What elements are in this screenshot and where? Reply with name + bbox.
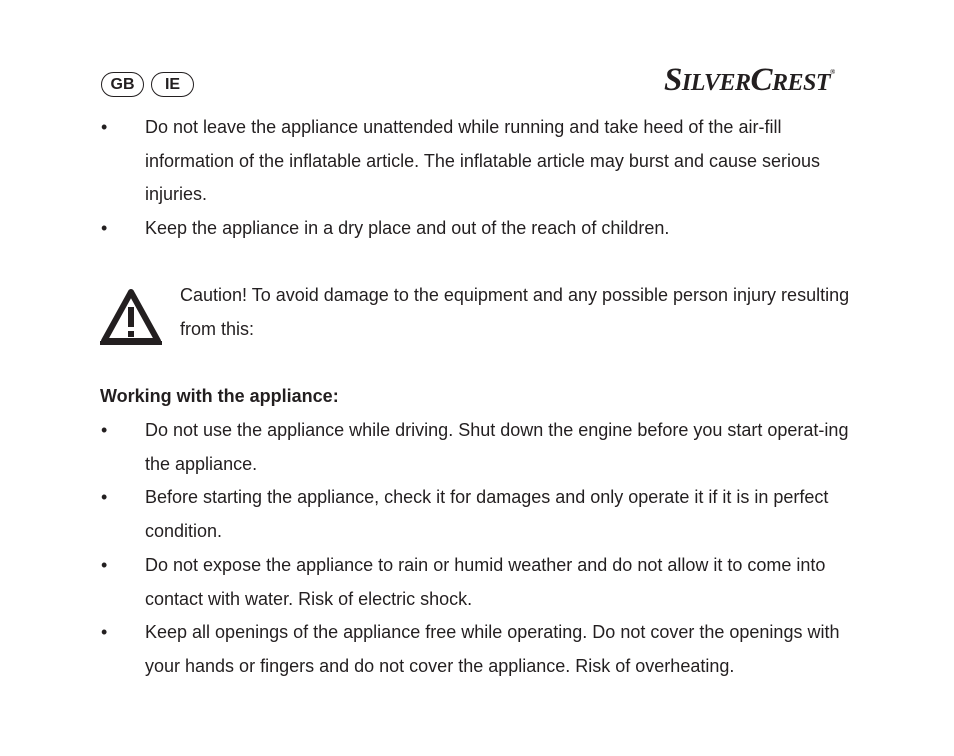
list-item [100, 111, 860, 212]
bullet: • [101, 117, 108, 137]
warning-triangle-icon [100, 288, 162, 345]
section-heading: Working with the appliance: [100, 386, 339, 406]
bullet: • [101, 420, 108, 440]
bullet: • [101, 487, 108, 508]
bullet: • [101, 554, 108, 575]
bullet: • [101, 218, 108, 239]
language-badge-ie: IE [151, 72, 194, 97]
list-item [100, 212, 860, 246]
list-item-text: Do not use the appliance while driving. Shut down the engine before you start operat-ing the appliance. [145, 420, 849, 474]
list-item-text: Keep the appliance in a dry place and out of the reach of children. [145, 218, 670, 239]
list-item [100, 616, 860, 683]
brand-logo-c: C [750, 62, 773, 98]
list-item-text: Do not expose the appliance to rain or humid weather and do not allow it to come into contact with water. Risk of electric shock. [145, 554, 826, 609]
list-item [100, 549, 860, 616]
list-item [100, 481, 860, 548]
list-item-text: Keep all openings of the appliance free while operating. Do not cover the openings with your hands or fingers and do not cover the appliance. Risk of overheating. [145, 622, 840, 676]
language-badge-gb: GB [101, 72, 144, 97]
list-item-text: Before starting the appliance, check it for damages and only operate it if it is in perfect condition. [145, 487, 829, 542]
working-with-appliance-list [100, 414, 860, 684]
brand-logo-rest: REST [772, 70, 831, 96]
brand-logo-ilver: ILVER [681, 70, 751, 96]
bullet: • [101, 622, 108, 643]
list-item [100, 414, 860, 481]
language-badges [101, 72, 194, 97]
brand-logo [664, 62, 835, 99]
list-item-text: Do not leave the appliance unattended while running and take heed of the air-fill information of the inflatable article. The inflatable article may burst and cause serious injuries. [145, 117, 821, 205]
safety-list-top [100, 111, 860, 246]
caution-text: Caution! To avoid damage to the equipment and any possible person injury resulting from this: [180, 285, 850, 339]
brand-logo-s: S [664, 62, 682, 98]
registered-mark: ® [830, 68, 835, 76]
